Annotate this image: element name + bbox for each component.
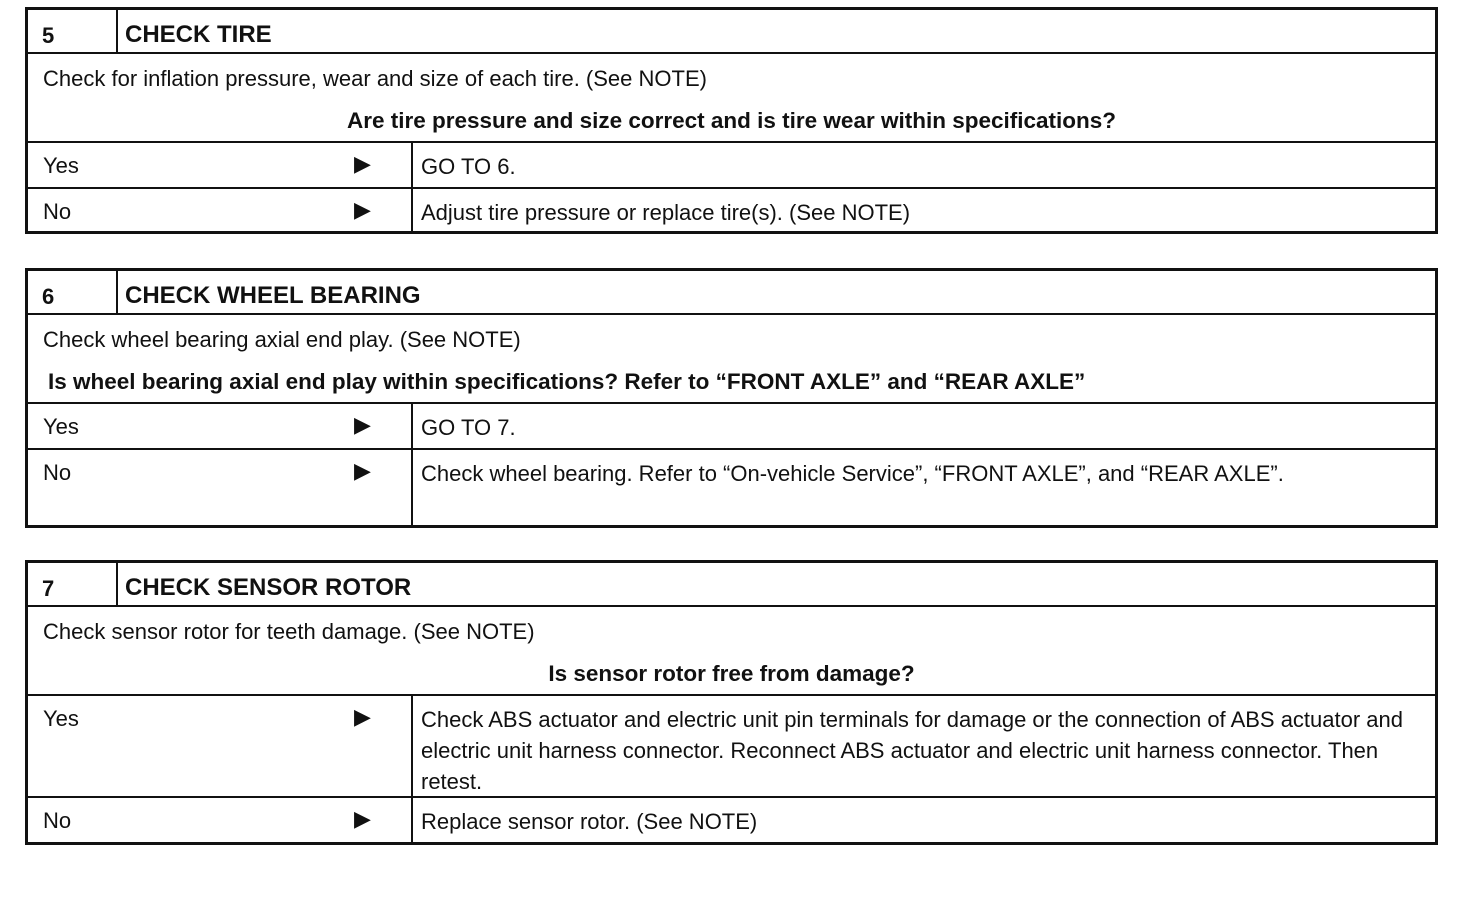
step-question: Is sensor rotor free from damage? (28, 651, 1435, 696)
no-answer (28, 189, 413, 231)
step-title: CHECK TIRE (125, 21, 272, 48)
no-answer (28, 450, 413, 525)
arrow-right-icon: ▶ (354, 458, 371, 483)
no-result: Adjust tire pressure or replace tire(s). (See NOTE) (421, 200, 911, 225)
arrow-right-icon: ▶ (354, 412, 371, 437)
step-title: CHECK SENSOR ROTOR (125, 574, 412, 601)
step-question: Is wheel bearing axial end play within specifications? Refer to “FRONT AXLE” and “REAR AXLE” (28, 359, 1435, 404)
yes-label: Yes (43, 414, 79, 439)
step-header (28, 563, 1435, 607)
step-number: 7 (28, 563, 118, 605)
no-row (28, 796, 1435, 842)
step-title: CHECK WHEEL BEARING (125, 282, 421, 309)
yes-result: Check ABS actuator and electric unit pin terminals for damage or the connection of ABS actuator and electric unit harness connector. Reconnect ABS actuator and electric unit harness connector. Then retest. (421, 707, 1404, 794)
step-question: Are tire pressure and size correct and is tire wear within specifications? (28, 98, 1435, 143)
no-row (28, 187, 1435, 231)
no-result: Check wheel bearing. Refer to “On-vehicle Service”, “FRONT AXLE”, and “REAR AXLE”. (421, 461, 1284, 486)
step-header (28, 10, 1435, 54)
no-label: No (43, 460, 72, 485)
step-6-block (25, 268, 1438, 528)
step-header (28, 271, 1435, 315)
yes-answer (28, 404, 413, 448)
step-number: 6 (28, 271, 118, 313)
no-result: Replace sensor rotor. (See NOTE) (421, 809, 758, 834)
yes-row (28, 143, 1435, 187)
step-instruction: Check for inflation pressure, wear and size of each tire. (See NOTE) (43, 66, 707, 91)
step-7-block (25, 560, 1438, 845)
yes-answer (28, 143, 413, 187)
step-instruction: Check sensor rotor for teeth damage. (See NOTE) (43, 619, 535, 644)
no-row (28, 448, 1435, 525)
yes-result: GO TO 7. (421, 415, 516, 440)
no-label: No (43, 808, 72, 833)
arrow-right-icon: ▶ (354, 806, 371, 831)
yes-row (28, 404, 1435, 448)
step-number: 5 (28, 10, 118, 52)
yes-row (28, 696, 1435, 796)
yes-answer (28, 696, 413, 796)
step-instruction: Check wheel bearing axial end play. (See NOTE) (43, 327, 521, 352)
no-answer (28, 798, 413, 842)
yes-label: Yes (43, 706, 79, 731)
no-label: No (43, 199, 72, 224)
arrow-right-icon: ▶ (354, 151, 371, 176)
arrow-right-icon: ▶ (354, 704, 371, 729)
yes-result: GO TO 6. (421, 154, 516, 179)
yes-label: Yes (43, 153, 79, 178)
step-5-block (25, 7, 1438, 234)
arrow-right-icon: ▶ (354, 197, 371, 222)
